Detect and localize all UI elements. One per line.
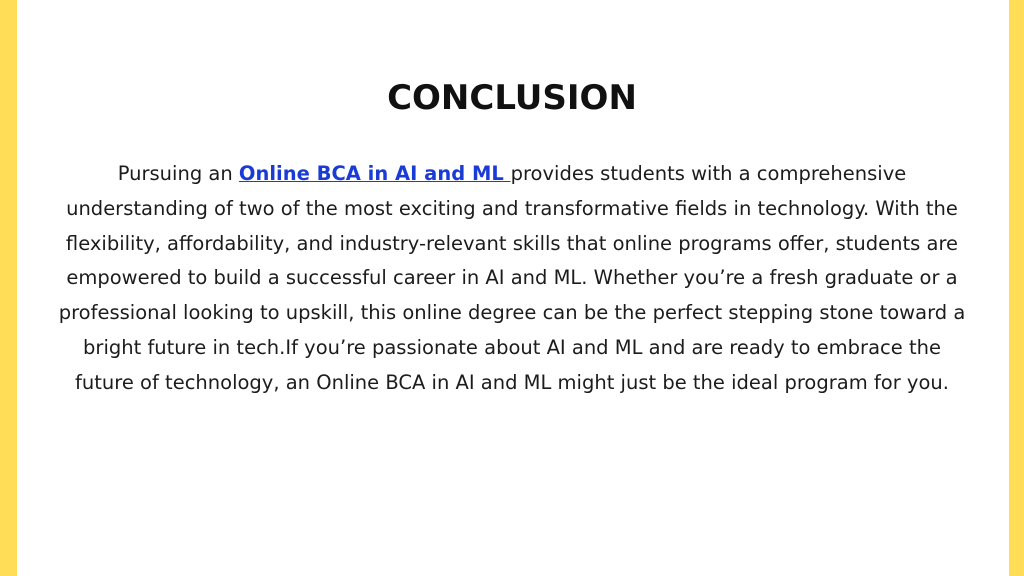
paragraph-body-text: provides students with a comprehensive understanding of two of the most exciting and transformative fields in technology. With the flexibility, affordability, and industry-relevant skills that online programs offer, students are empowered to build a successful career in AI and ML. Whether you’re a fresh graduate or a professional looking to upskill, this online degree can be the perfect stepping stone toward a bright future in tech.If you’re passionate about AI and ML and are ready to embrace the future of technology, an Online BCA in AI and ML might just be the ideal program for you. bbox=[58, 162, 966, 394]
paragraph-intro-text: Pursuing an bbox=[117, 162, 239, 185]
online-bca-link[interactable]: Online BCA in AI and ML bbox=[238, 162, 511, 185]
page-title: CONCLUSION bbox=[387, 78, 637, 118]
conclusion-paragraph bbox=[58, 157, 966, 401]
